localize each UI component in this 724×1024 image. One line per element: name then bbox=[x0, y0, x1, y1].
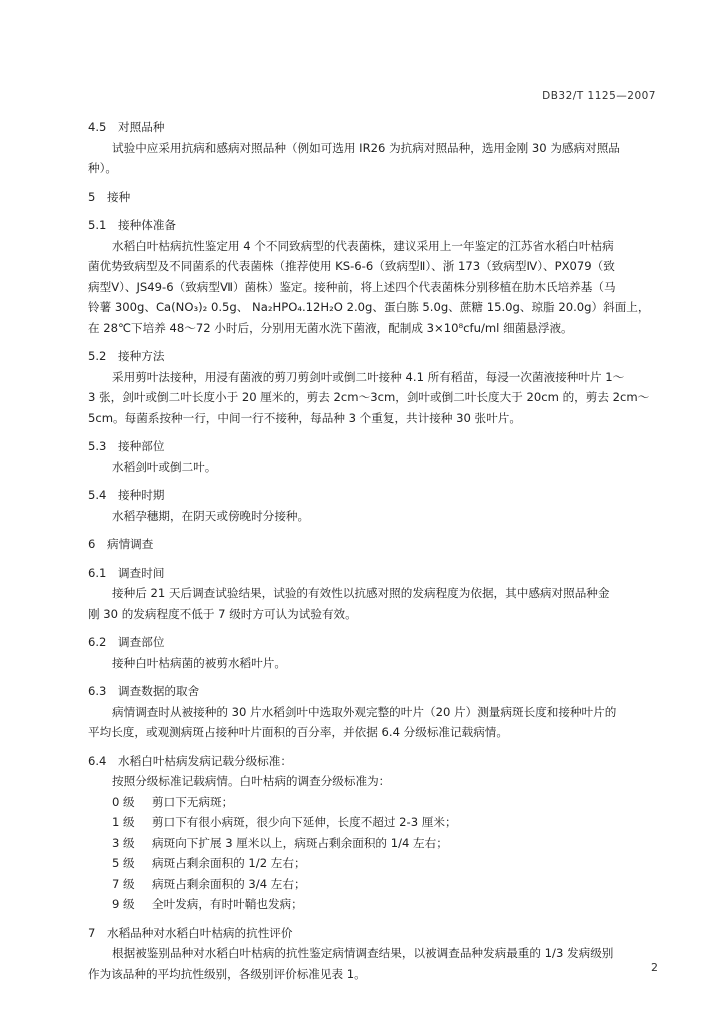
grade-row bbox=[88, 833, 660, 854]
paragraph-line: 病型Ⅴ）、JS49-6（致病型Ⅶ）菌株）鉴定。接种前，将上述四个代表菌株分别移植在肋木氏培养基（马 bbox=[88, 279, 616, 294]
section-heading: 5.2 接种方法 bbox=[88, 349, 165, 363]
standard-code: DB32/T 1125—2007 bbox=[542, 90, 656, 102]
grade-level: 7 级 bbox=[112, 876, 135, 891]
section-heading: 6 病情调查 bbox=[88, 537, 154, 551]
section-heading: 4.5 对照品种 bbox=[88, 120, 165, 134]
grade-description: 全叶发病，有时叶鞘也发病； bbox=[152, 897, 303, 911]
grade-level: 5 级 bbox=[112, 856, 135, 870]
paragraph-line: 采用剪叶法接种，用浸有菌液的剪刀剪剑叶或倒二叶接种 4.1 所有稻苗，每浸一次菌液接种叶片 1～ bbox=[112, 369, 625, 384]
paragraph-line: 根据被鉴别品种对水稻白叶枯病的抗性鉴定病情调查结果，以被调查品种发病最重的 1/3 发病级别 bbox=[112, 946, 614, 960]
paragraph-line: 平均长度，或观测病斑占接种叶片面积的百分率，并依据 6.4 分级标准记载病情。 bbox=[88, 725, 508, 739]
grade-description: 剪口下无病斑； bbox=[152, 794, 234, 809]
grade-description: 病斑向下扩展 3 厘米以上，病斑占剩余面积的 1/4 左右； bbox=[152, 835, 448, 850]
paragraph-line: 在 28℃下培养 48～72 小时后，分别用无菌水洗下菌液，配制成 3×10⁸cfu/ml 细菌悬浮液。 bbox=[88, 320, 573, 335]
grade-description: 病斑占剩余面积的 1/2 左右； bbox=[152, 856, 306, 870]
paragraph-line: 接种后 21 天后调查试验结果，试验的有效性以抗感对照的发病程度为依据，其中感病对照品种金 bbox=[112, 586, 610, 600]
section-heading: 5 接种 bbox=[88, 189, 131, 204]
grade-level: 0 级 bbox=[112, 794, 135, 809]
paragraph-line: 病情调查时从被接种的 30 片水稻剑叶中选取外观完整的叶片（20 片）测量病斑长度和接种叶片的 bbox=[112, 704, 617, 719]
section-heading: 5.3 接种部位 bbox=[88, 439, 165, 453]
grade-row bbox=[88, 853, 660, 874]
section-heading: 7 水稻品种对水稻白叶枯病的抗性评价 bbox=[88, 925, 293, 940]
grade-level: 1 级 bbox=[112, 815, 135, 829]
grade-description: 剪口下有很小病斑，很少向下延伸，长度不超过 2-3 厘米； bbox=[152, 815, 457, 829]
grade-row bbox=[88, 812, 660, 833]
grade-level: 9 级 bbox=[112, 897, 135, 911]
paragraph-line: 按照分级标准记载病情。白叶枯病的调查分级标准为： bbox=[112, 774, 391, 788]
scan-edge-artifact bbox=[0, 0, 724, 12]
section-heading: 6.1 调查时间 bbox=[88, 565, 165, 580]
section-heading: 6.4 水稻白叶枯病发病记载分级标准： bbox=[88, 753, 292, 768]
grade-row bbox=[88, 894, 660, 915]
section-heading: 5.4 接种时期 bbox=[88, 488, 165, 502]
grade-row bbox=[88, 874, 660, 895]
document-body bbox=[88, 117, 660, 984]
paragraph-line: 3 张，剑叶或倒二叶长度小于 20 厘米的，剪去 2cm～3cm，剑叶或倒二叶长度大于 20cm 的，剪去 2cm～ bbox=[88, 390, 650, 404]
grade-row bbox=[88, 792, 660, 813]
paragraph-line: 铃薯 300g、Ca(NO₃)₂ 0.5g、 Na₂HPO₄.12H₂O 2.0g、蛋白胨 5.0g、蔗糖 15.0g、琼脂 20.0g）斜面上， bbox=[88, 300, 650, 314]
paragraph-line: 接种白叶枯病菌的被剪水稻叶片。 bbox=[112, 655, 286, 670]
page-number: 2 bbox=[651, 961, 658, 974]
paragraph-line: 试验中应采用抗病和感病对照品种（例如可选用 IR26 为抗病对照品种，选用金刚 30 为感病对照品 bbox=[112, 140, 620, 155]
section-heading: 6.2 调查部位 bbox=[88, 635, 165, 649]
section-heading: 5.1 接种体准备 bbox=[88, 218, 177, 232]
section-heading: 6.3 调查数据的取舍 bbox=[88, 684, 200, 698]
paragraph-line: 水稻白叶枯病抗性鉴定用 4 个不同致病型的代表菌株，建议采用上一年鉴定的江苏省水稻白叶枯病 bbox=[112, 238, 614, 253]
paragraph-line: 水稻剑叶或倒二叶。 bbox=[112, 459, 217, 474]
paragraph-line: 种）。 bbox=[88, 161, 117, 175]
paragraph-line: 作为该品种的平均抗性级别，各级别评价标准见表 1。 bbox=[88, 966, 366, 981]
paragraph-line: 5cm。每菌系按种一行，中间一行不接种，每品种 3 个重复，共计接种 30 张叶片。 bbox=[88, 410, 521, 425]
grade-description: 病斑占剩余面积的 3/4 左右； bbox=[152, 876, 306, 891]
paragraph-line: 水稻孕穗期，在阴天或傍晚时分接种。 bbox=[112, 508, 310, 523]
grade-level: 3 级 bbox=[112, 835, 135, 850]
paragraph-line: 菌优势致病型及不同菌系的代表菌株（推荐使用 KS-6-6（致病型Ⅱ）、浙 173（致病型Ⅳ）、PX079（致 bbox=[88, 259, 615, 273]
paragraph-line: 刚 30 的发病程度不低于 7 级时方可认为试验有效。 bbox=[88, 606, 357, 621]
